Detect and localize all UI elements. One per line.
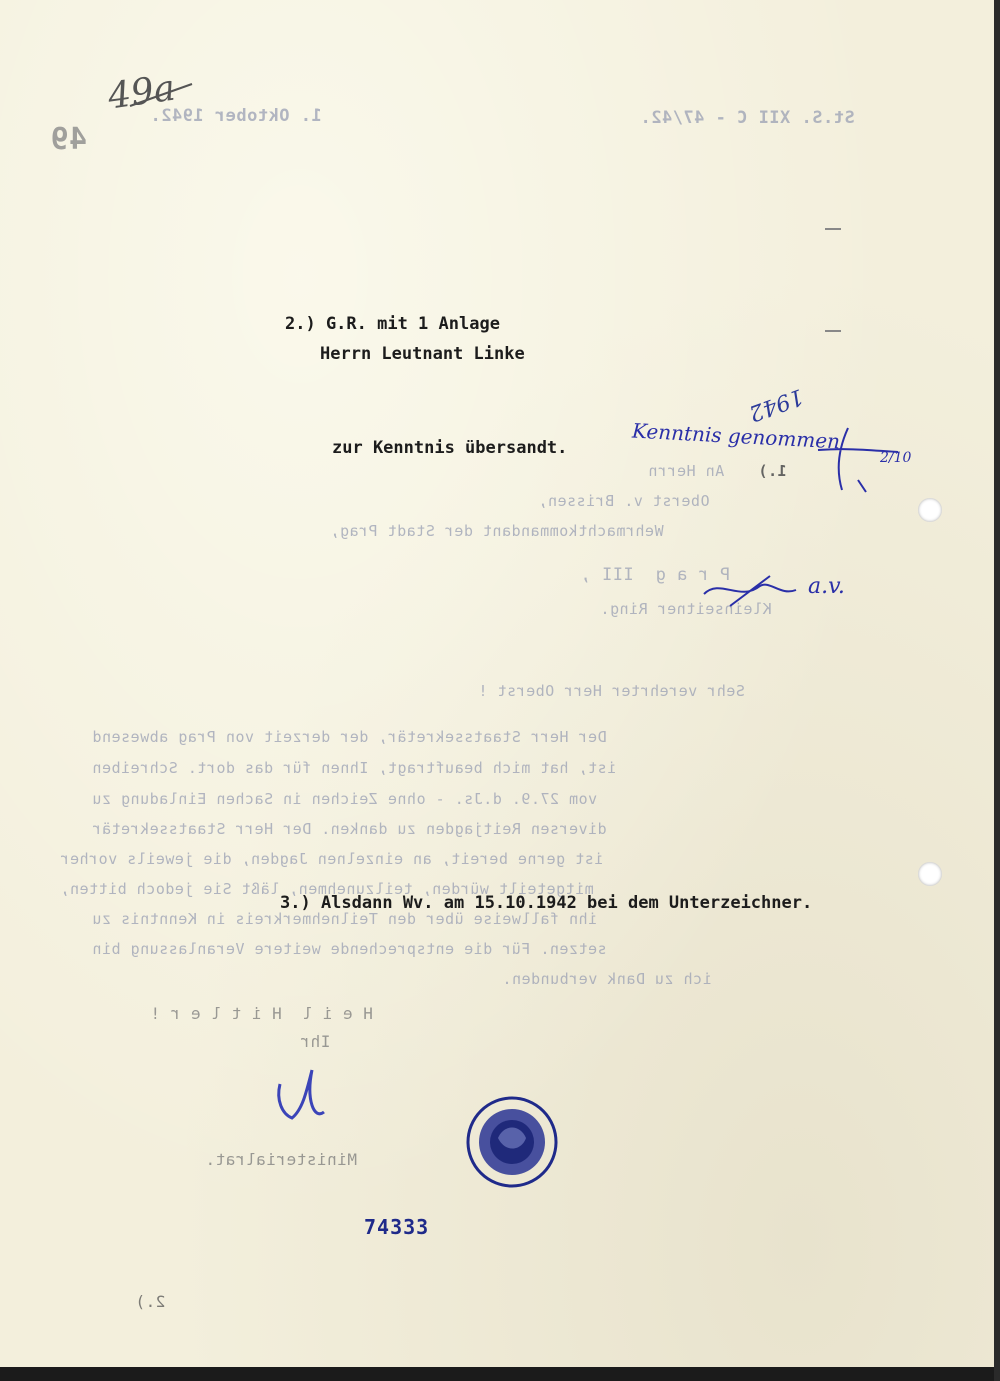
body-line-6-mirrored: mitgeteilt würden, teilzunehmen, läßt Sie jedoch bitten, [60,880,594,898]
address-line-1-mirrored: An Herrn [648,462,725,480]
salutation-mirrored: Sehr verehrter Herr Oberst ! [478,682,745,700]
body-line-9-mirrored: ich zu Dank verbunden. [502,970,712,988]
address-line-4-mirrored: P r a g III , [580,565,731,585]
margin-dash [825,330,841,332]
reference-mirrored: St.S. XII C - 47/42. [640,108,855,128]
body-line-8-mirrored: setzen. Für die entsprechende weitere Veranlassung bin [92,940,607,958]
title-mirrored: Ministerialrat. [205,1150,357,1169]
typed-line-notice: zur Kenntnis übersandt. [332,438,568,458]
footer-mirrored: 2.) [135,1292,166,1311]
address-line-3-mirrored: Wehrmachtkommandant der Stadt Prag, [330,522,664,540]
closing-mirrored: H e i l H i t l e r ! [150,1004,373,1023]
punch-hole [918,498,942,522]
scan-border-bottom [0,1367,1000,1381]
body-line-3-mirrored: vom 27.9. d.Js. - ohne Zeichen in Sachen Einladung zu [92,790,598,808]
blue-acknowledgement-note: Kenntnis genommen [631,418,841,454]
body-line-2-mirrored: ist, hat mich beauftragt, Ihnen für das dort. Schreiben [92,759,617,777]
body-line-4-mirrored: diversen Reitjagden zu danken. Der Herr Staatssekretär [92,820,607,838]
blue-initial-date: 2/10 [880,450,912,466]
body-line-7-mirrored: ihn fallweise über den Teilnehmerkreis in Kenntnis zu [92,910,598,928]
pencil-folio-note: 49a [105,67,178,118]
body-line-1-mirrored: Der Herr Staatssekretär, der derzeit von Prag abwesend [92,728,607,746]
typed-line-recipient: Herrn Leutnant Linke [320,344,525,364]
body-line-5-mirrored: ist gerne bereit, an einzelnen Jagden, die jeweils vorher [60,850,604,868]
address-line-2-mirrored: Oberst v. Brissen, [538,492,710,510]
typed-line-distribution: 2.) G.R. mit 1 Anlage [285,314,500,334]
stamp-number: 74333 [364,1215,430,1239]
scan-border-right [994,0,1000,1381]
pencil-underline [128,80,198,110]
number-1-mirrored: 1.) [758,462,787,480]
address-line-5-mirrored: Kleinseitner Ring. [600,600,772,618]
punch-hole [918,862,942,886]
typed-line-followup: 3.) Alsdann Wv. am 15.10.1942 bei dem Unterzeichner. [280,893,813,913]
folio-number-mirrored: 49 [50,122,88,157]
blue-signature [262,1060,342,1140]
blue-sig-note: a.v. [808,574,845,599]
blue-year-note: 1942 [745,383,807,426]
margin-dash [825,228,841,230]
closing-ihr-mirrored: Ihr [300,1032,331,1051]
round-stamp [464,1094,560,1190]
date-mirrored: 1. Oktober 1942. [150,106,322,126]
blue-signature-scribble [700,572,800,612]
